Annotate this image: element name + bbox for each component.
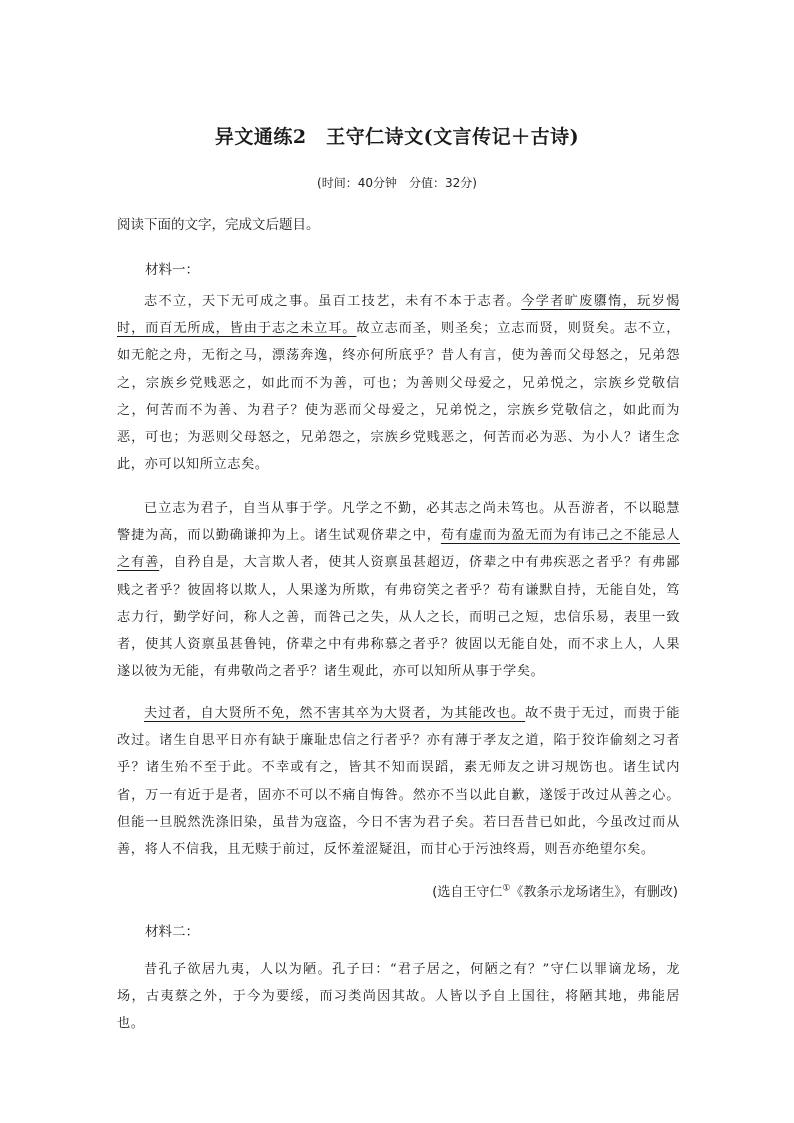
material-1-paragraph-3 (117, 700, 680, 863)
material-1-paragraph-1 (117, 288, 680, 478)
p3-text-b: 故不贵于无过，而贵于能改过。诸生自思平日亦有缺于廉耻忠信之行者乎？亦有薄于孝友之道，陷于狡诈偷刻之习者乎？诸生殆不至于此。不幸或有之，皆其不知而误蹈，素无师友之讲习规饬也。诸生试内省，万一有近于是者，固亦不可以不痛自悔咎。然亦不当以此自歉，遂馁于改过从善之心。但能一旦脱然洗涤旧染，虽昔为寇盗，今日不害为君子矣。若曰吾昔已如此，今虽改过而从善，将人不信我，且无赎于前过，反怀羞涩疑沮，而甘心于污浊终焉，则吾亦绝望尔矣。 (117, 706, 680, 858)
material-1-label: 材料一： (145, 262, 199, 278)
p1-underlined-sentence: 今学者旷废隳惰，玩岁愒时，而百无所成，皆由于志之未立耳。 (117, 294, 680, 337)
material-2-paragraph-1: 昔孔子欲居九夷，人以为陋。孔子曰：“君子居之，何陋之有？”守仁以罪谪龙场，龙场，古夷蔡之外，于今为要绥，而习类尚因其故。人皆以予自上国往，将陋其地，弗能居也。 (117, 962, 680, 1032)
p2-underlined-sentence: 苟有虚而为盈无而为有讳己之不能忌人之有善 (117, 528, 680, 571)
p2-text-c: ，自矜自是，大言欺人者，使其人资禀虽甚超迈，侪辈之中有弗疾恶之者乎？有弗鄙贱之者乎？彼固将以欺人，人果遂为所欺，有弗窃笑之者乎？苟有谦默自持，无能自处，笃志力行，勤学好问，称人之善，而咎己之失，从人之长，而明己之短，忠信乐易，表里一致者，使其人资禀虽甚鲁钝，侪辈之中有弗称慕之者乎？彼固以无能自处，而不求上人，人果遂以彼为无能，有弗敬尚之者乎？诸生观此，亦可以知所从事于学矣。 (117, 555, 680, 680)
material-1-paragraph-2 (117, 495, 680, 685)
source-suffix: 《教条示龙场诸生》，有删改) (510, 885, 678, 900)
material-2-label: 材料二： (145, 924, 199, 940)
p1-text-c: 故立志而圣，则圣矣；立志而贤，则贤矣。志不立，如无舵之舟，无衔之马，漂荡奔逸，终亦何所底乎？昔人有言，使为善而父母怒之，兄弟怨之，宗族乡党贱恶之，如此而不为善，可也；为善则父母爱之，兄弟悦之，宗族乡党敬信之，何苦而不为善、为君子？使为恶而父母爱之，兄弟悦之，宗族乡党敬信之，如此而为恶，可也；为恶则父母怒之，兄弟怨之，宗族乡党贱恶之，何苦而必为恶、为小人？诸生念此，亦可以知所立志矣。 (117, 321, 680, 473)
source-citation (432, 881, 678, 900)
footnote-marker: ① (502, 883, 511, 894)
time-score-info: (时间：40分钟 分值：32分) (317, 176, 477, 190)
p2-text-a: 已立志为君子，自当从事于学。凡学之不勤，必其志之尚未笃也。从吾游者，不以聪慧警捷为高，而以勤确谦抑为上。诸生试观侪辈之中， (117, 501, 680, 544)
page-title: 异文通练2 王守仁诗文(文言传记＋古诗) (214, 126, 580, 148)
p1-text-a: 志不立，天下无可成之事。虽百工技艺，未有不本于志者。 (144, 294, 522, 309)
p3-underlined-sentence: 夫过者，自大贤所不免，然不害其卒为大贤者，为其能改也。 (144, 706, 526, 721)
source-prefix: (选自王守仁 (432, 885, 503, 900)
instruction-text: 阅读下面的文字，完成文后题目。 (117, 217, 320, 233)
